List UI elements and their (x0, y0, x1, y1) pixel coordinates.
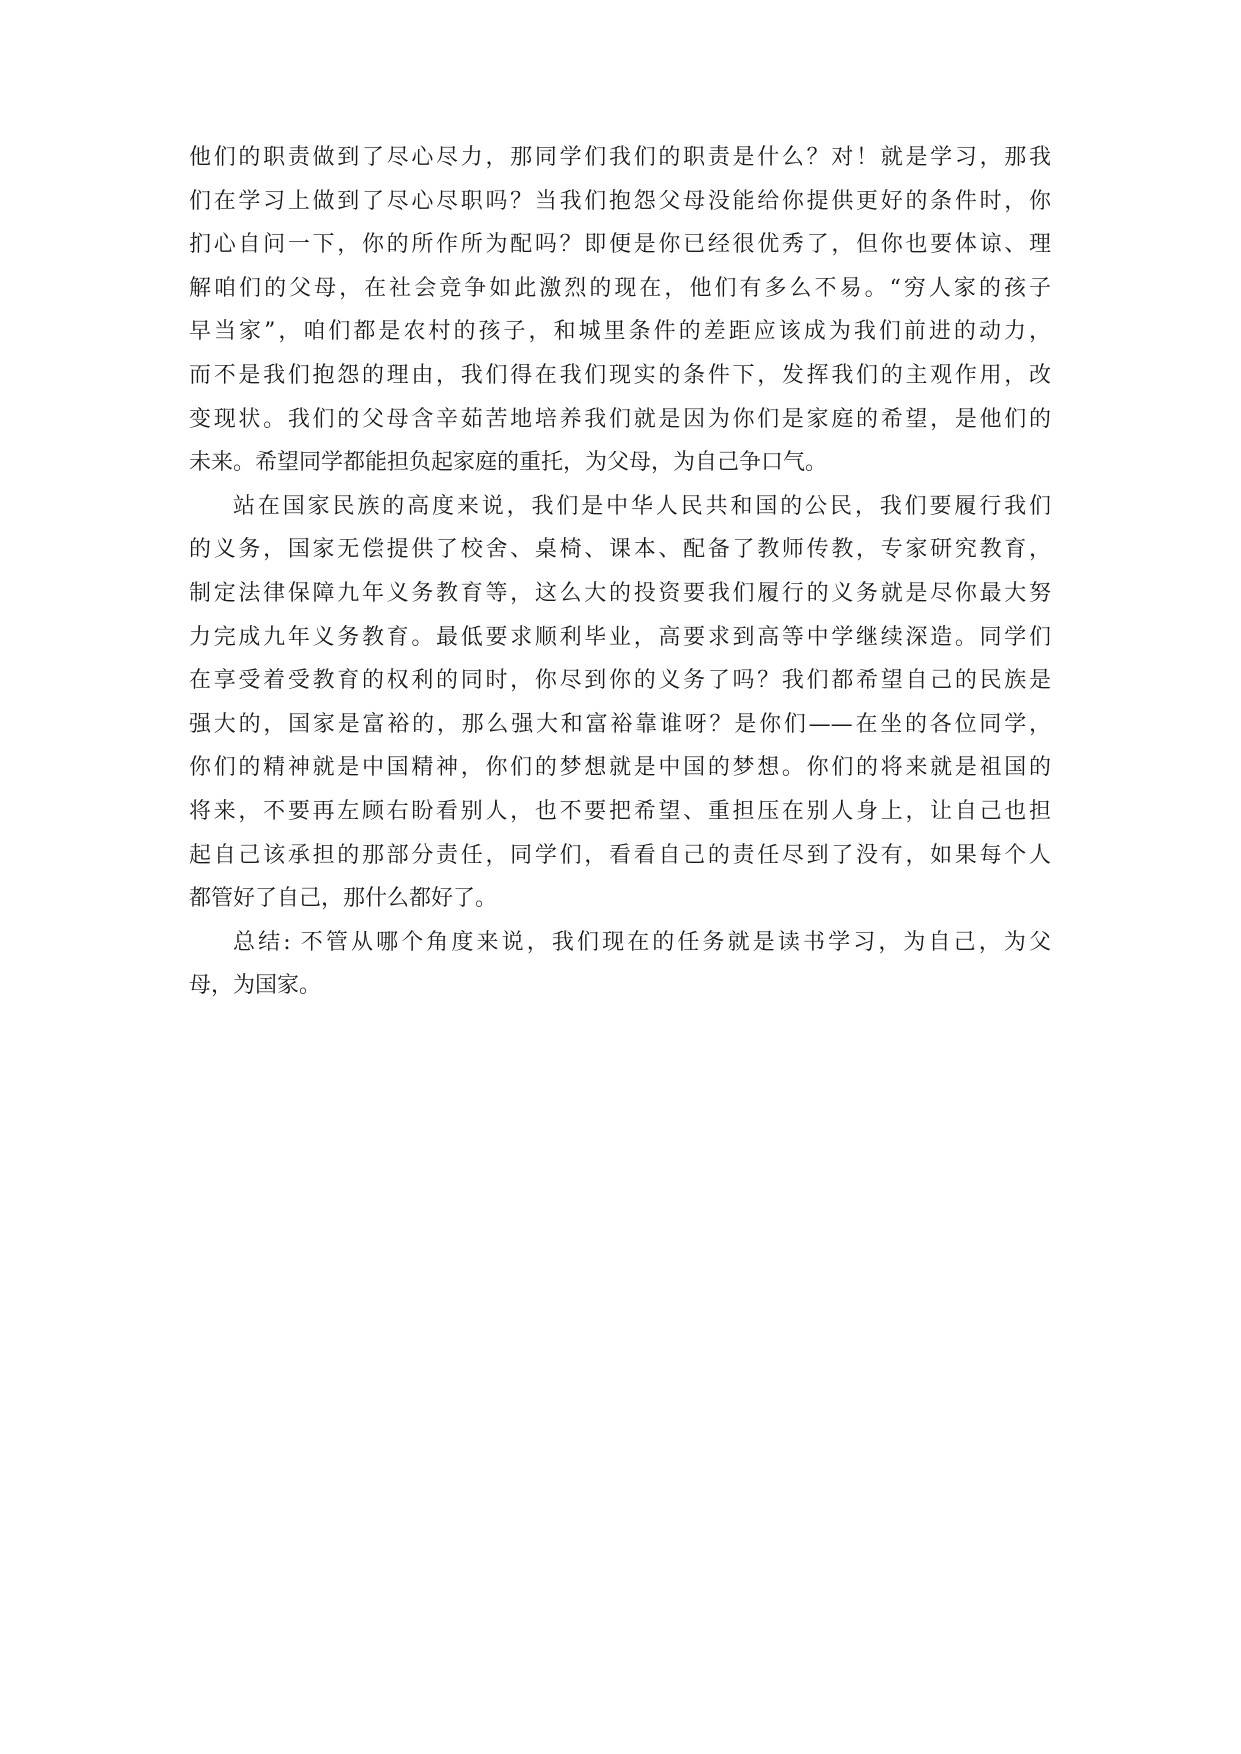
text-line: 强大的，国家是富裕的，那么强大和富裕靠谁呀？是你们——在坐的各位同学， (189, 711, 1051, 737)
paragraph-2 (189, 485, 1051, 921)
text-line: 站在国家民族的高度来说，我们是中华人民共和国的公民，我们要履行我们 (233, 493, 1051, 519)
text-line: 你们的精神就是中国精神，你们的梦想就是中国的梦想。你们的将来就是祖国的 (189, 755, 1051, 781)
text-line: 变现状。我们的父母含辛茹苦地培养我们就是因为你们是家庭的希望，是他们的 (189, 406, 1051, 432)
text-line: 扪心自问一下，你的所作所为配吗？即便是你已经很优秀了，但你也要体谅、理 (189, 232, 1051, 258)
document-body (189, 136, 1051, 1008)
text-line: 力完成九年义务教育。最低要求顺利毕业，高要求到高等中学继续深造。同学们 (189, 624, 1051, 650)
text-line: 制定法律保障九年义务教育等，这么大的投资要我们履行的义务就是尽你最大努 (189, 580, 1051, 606)
text-line: 的义务，国家无偿提供了校舍、桌椅、课本、配备了教师传教，专家研究教育， (189, 537, 1051, 563)
text-line: 们在学习上做到了尽心尽职吗？当我们抱怨父母没能给你提供更好的条件时，你 (189, 188, 1051, 214)
text-line: 都管好了自己，那什么都好了。 (189, 886, 498, 912)
text-line: 将来，不要再左顾右盼看别人，也不要把希望、重担压在别人身上，让自己也担 (189, 798, 1051, 824)
text-line: 他们的职责做到了尽心尽力，那同学们我们的职责是什么？对！就是学习，那我 (189, 145, 1051, 170)
text-line: 早当家”，咱们都是农村的孩子，和城里条件的差距应该成为我们前进的动力， (189, 319, 1051, 345)
text-line: 而不是我们抱怨的理由，我们得在我们现实的条件下，发挥我们的主观作用，改 (189, 362, 1051, 388)
text-line: 未来。希望同学都能担负起家庭的重托，为父母，为自己争口气。 (189, 450, 828, 476)
text-line: 解咱们的父母，在社会竞争如此激烈的现在，他们有多么不易。“穷人家的孩子 (189, 275, 1051, 301)
text-line: 在享受着受教育的权利的同时，你尽到你的义务了吗？我们都希望自己的民族是 (189, 668, 1051, 694)
text-line: 总结: 不管从哪个角度来说，我们现在的任务就是读书学习，为自己，为父 (233, 929, 1051, 955)
text-line: 母，为国家。 (189, 973, 322, 999)
paragraph-1 (189, 136, 1051, 485)
text-line: 起自己该承担的那部分责任，同学们，看看自己的责任尽到了没有，如果每个人 (189, 842, 1051, 868)
paragraph-3-summary (189, 921, 1051, 1008)
